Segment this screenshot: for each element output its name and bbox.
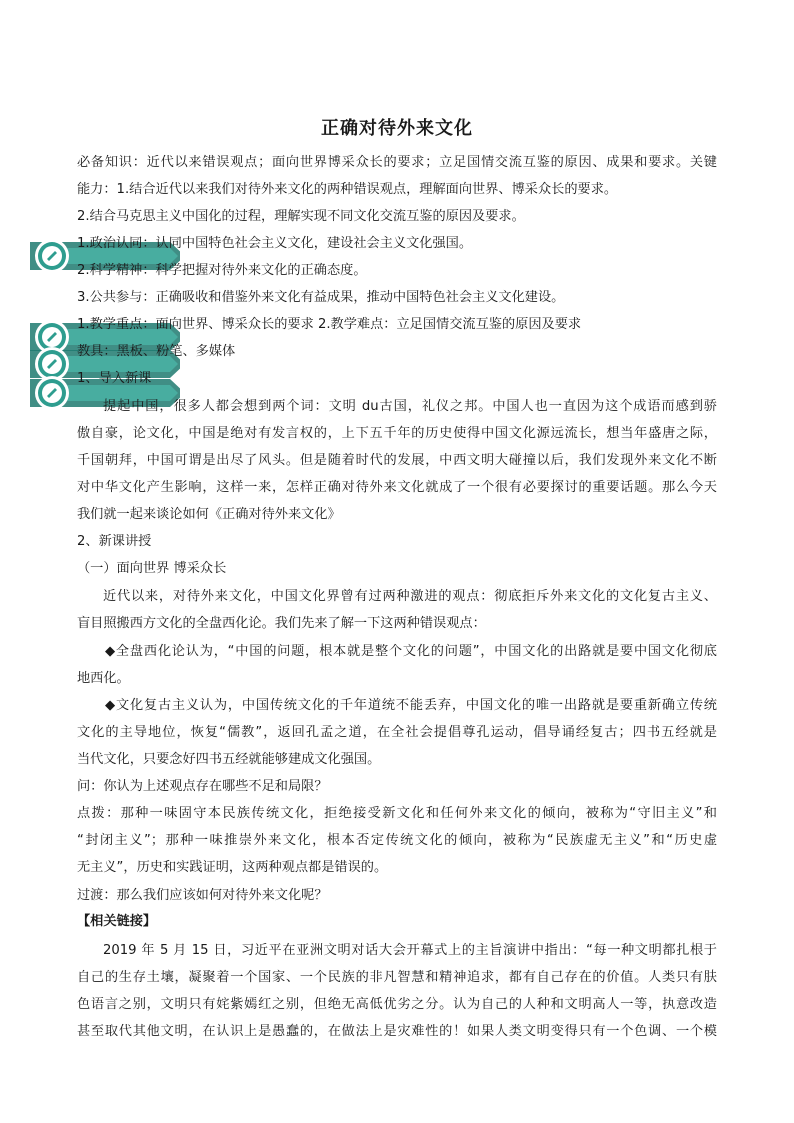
text-line: 盲目照搬西方文化的全盘西化论。我们先来了解一下这两种错误观点： bbox=[77, 616, 486, 631]
text-line: 当代文化，只要念好四书五经就能够建成文化强国。 bbox=[77, 752, 381, 767]
text-line: 文化的主导地位，恢复“儒教”，返回孔孟之道，在全社会提倡尊孔运动，倡导诵经复古；四书五经就是 bbox=[77, 725, 717, 740]
text-line: 2.科学精神：科学把握对待外来文化的正确态度。 bbox=[77, 263, 367, 278]
text-line: 1.教学重点：面向世界、博采众长的要求 2.教学难点：立足国情交流互鉴的原因及要求 bbox=[77, 317, 582, 332]
text-line: 3.公共参与：正确吸收和借鉴外来文化有益成果，推动中国特色社会主义文化建设。 bbox=[77, 290, 565, 305]
text-line: 自己的生存土壤，凝聚着一个国家、一个民族的非凡智慧和精神追求，都有自己存在的价值。人类只有肤 bbox=[77, 970, 717, 985]
text-line: 过渡：那么我们应该如何对待外来文化呢？ bbox=[77, 888, 328, 903]
question-line: 问：你认为上述观点存在哪些不足和局限？ bbox=[77, 779, 328, 794]
page-title: 正确对待外来文化 bbox=[321, 118, 473, 139]
text-line: 傲自豪，论文化，中国是绝对有发言权的，上下五千年的历史使得中国文化源远流长，想当年盛唐之际， bbox=[77, 426, 717, 441]
text-line: 提起中国，很多人都会想到两个词：文明 du古国，礼仪之邦。中国人也一直因为这个成语而感到骄 bbox=[103, 399, 717, 414]
section-heading: 1、导入新课 bbox=[77, 371, 152, 386]
text-line: 教具：黑板、粉笔、多媒体 bbox=[77, 344, 236, 359]
text-line: 2019 年 5 月 15 日，习近平在亚洲文明对话大会开幕式上的主旨演讲中指出：“每一种文明都扎根于 bbox=[103, 943, 717, 958]
text-line: 1.政治认同：认同中国特色社会主义文化，建设社会主义文化强国。 bbox=[77, 236, 473, 251]
text-line: 色语言之别，文明只有姹紫嫣红之别，但绝无高低优劣之分。认为自己的人种和文明高人一等，执意改造 bbox=[77, 997, 717, 1012]
text-line: “封闭主义”；那种一味推崇外来文化，根本否定传统文化的倾向，被称为“民族虚无主义”和“历史虚 bbox=[77, 833, 717, 848]
text-line: 能力：1.结合近代以来我们对待外来文化的两种错误观点，理解面向世界、博采众长的要求。 bbox=[77, 182, 618, 197]
text-line: 对中华文化产生影响，这样一来，怎样正确对待外来文化就成了一个很有必要探讨的重要话题。那么今天 bbox=[77, 480, 717, 495]
bullet-item: ◆文化复古主义认为，中国传统文化的千年道统不能丢弃，中国文化的唯一出路就是要重新确立传统 bbox=[105, 698, 717, 713]
text-line: 近代以来，对待外来文化，中国文化界曾有过两种激进的观点：彻底拒斥外来文化的文化复古主义、 bbox=[103, 589, 717, 604]
related-link-heading: 【相关链接】 bbox=[77, 914, 157, 929]
text-line: 点拨：那种一味固守本民族传统文化，拒绝接受新文化和任何外来文化的倾向，被称为“守旧主义”和 bbox=[77, 806, 717, 821]
text-line: 千国朝拜，中国可谓是出尽了风头。但是随着时代的发展，中西文明大碰撞以后，我们发现外来文化不断 bbox=[77, 453, 717, 468]
bullet-item: ◆全盘西化论认为，“中国的问题，根本就是整个文化的问题”，中国文化的出路就是要中国文化彻底 bbox=[105, 644, 717, 659]
section-heading: 2、新课讲授 bbox=[77, 534, 152, 549]
text-line: 我们就一起来谈论如何《正确对待外来文化》 bbox=[77, 507, 341, 522]
text-line: 地西化。 bbox=[77, 671, 130, 686]
text-line: 必备知识：近代以来错误观点；面向世界博采众长的要求；立足国情交流互鉴的原因、成果和要求。关键 bbox=[77, 155, 717, 170]
subsection-heading: （一）面向世界 博采众长 bbox=[77, 561, 227, 576]
text-line: 无主义”，历史和实践证明，这两种观点都是错误的。 bbox=[77, 860, 388, 875]
text-line: 2.结合马克思主义中国化的过程，理解实现不同文化交流互鉴的原因及要求。 bbox=[77, 209, 525, 224]
text-line: 甚至取代其他文明，在认识上是愚蠢的，在做法上是灾难性的！如果人类文明变得只有一个色调、一个模 bbox=[77, 1024, 717, 1039]
